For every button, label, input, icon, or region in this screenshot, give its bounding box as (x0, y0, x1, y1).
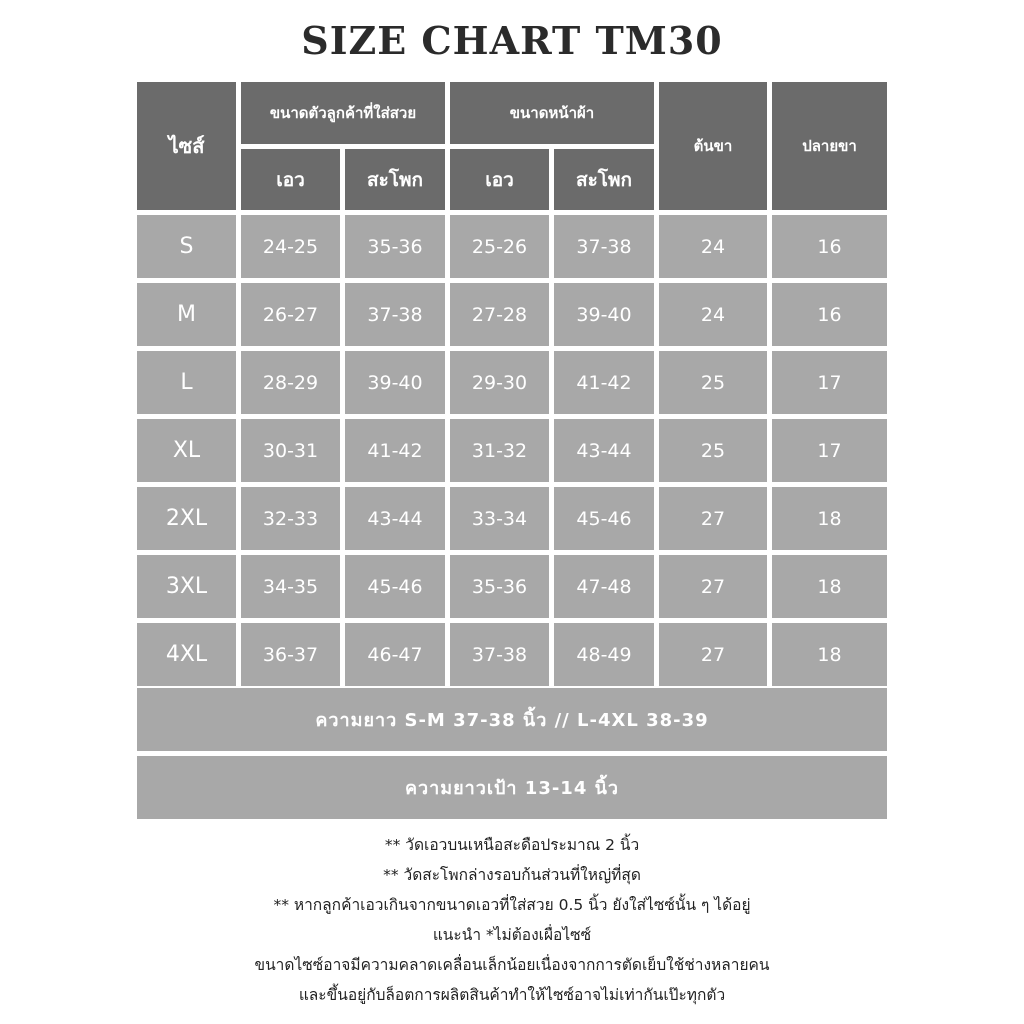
cell-hem: 16 (772, 215, 887, 278)
cell-thigh: 24 (659, 283, 767, 346)
cell-fabric-hip: 48-49 (554, 623, 654, 686)
rise-note: ความยาวเป้า 13-14 นิ้ว (137, 756, 887, 819)
cell-fabric-hip: 41-42 (554, 351, 654, 414)
cell-fabric-waist: 31-32 (450, 419, 549, 482)
cell-size: 4XL (137, 623, 236, 686)
cell-size: 2XL (137, 487, 236, 550)
cell-hem: 16 (772, 283, 887, 346)
cell-hem: 17 (772, 419, 887, 482)
page-title: SIZE CHART TM30 (301, 18, 723, 63)
cell-body-waist: 34-35 (241, 555, 340, 618)
note-line: ขนาดไซซ์อาจมีความคลาดเคลื่อนเล็กน้อยเนื่องจากการตัดเย็บใช้ช่างหลายคน (254, 956, 770, 974)
length-note: ความยาว S-M 37-38 นิ้ว // L-4XL 38-39 (137, 688, 887, 751)
cell-hem: 17 (772, 351, 887, 414)
cell-fabric-waist: 29-30 (450, 351, 549, 414)
header-group-body: ขนาดตัวลูกค้าที่ใส่สวย (241, 82, 445, 144)
cell-body-waist: 26-27 (241, 283, 340, 346)
header-hem: ปลายขา (772, 82, 887, 210)
cell-body-hip: 43-44 (345, 487, 445, 550)
header-fabric-hip: สะโพก (554, 149, 654, 210)
note-line: ** วัดเอวบนเหนือสะดือประมาณ 2 นิ้ว (384, 836, 640, 854)
cell-size: 3XL (137, 555, 236, 618)
note-line: แนะนำ *ไม่ต้องเผื่อไซซ์ (432, 926, 592, 944)
header-thigh: ต้นขา (659, 82, 767, 210)
cell-thigh: 25 (659, 419, 767, 482)
cell-size: XL (137, 419, 236, 482)
cell-body-waist: 32-33 (241, 487, 340, 550)
cell-body-hip: 45-46 (345, 555, 445, 618)
cell-body-waist: 36-37 (241, 623, 340, 686)
cell-hem: 18 (772, 555, 887, 618)
cell-fabric-waist: 27-28 (450, 283, 549, 346)
cell-body-hip: 46-47 (345, 623, 445, 686)
cell-body-hip: 37-38 (345, 283, 445, 346)
header-fabric-waist: เอว (450, 149, 549, 210)
cell-size: L (137, 351, 236, 414)
cell-body-hip: 41-42 (345, 419, 445, 482)
header-body-waist: เอว (241, 149, 340, 210)
cell-fabric-hip: 37-38 (554, 215, 654, 278)
cell-fabric-waist: 35-36 (450, 555, 549, 618)
cell-size: S (137, 215, 236, 278)
cell-body-waist: 28-29 (241, 351, 340, 414)
cell-hem: 18 (772, 623, 887, 686)
cell-body-hip: 35-36 (345, 215, 445, 278)
cell-thigh: 27 (659, 623, 767, 686)
header-body-hip: สะโพก (345, 149, 445, 210)
cell-fabric-hip: 39-40 (554, 283, 654, 346)
header-group-fabric: ขนาดหน้าผ้า (450, 82, 654, 144)
cell-thigh: 27 (659, 487, 767, 550)
cell-fabric-waist: 37-38 (450, 623, 549, 686)
header-size: ไซส์ (137, 82, 236, 210)
cell-size: M (137, 283, 236, 346)
cell-fabric-hip: 43-44 (554, 419, 654, 482)
cell-thigh: 24 (659, 215, 767, 278)
note-line: ** วัดสะโพกล่างรอบก้นส่วนที่ใหญ่ที่สุด (383, 866, 641, 884)
cell-thigh: 27 (659, 555, 767, 618)
notes-block (0, 830, 1024, 1010)
note-line: ** หากลูกค้าเอวเกินจากขนาดเอวที่ใส่สวย 0.5 นิ้ว ยังใส่ไซซ์นั้น ๆ ได้อยู่ (273, 896, 751, 914)
cell-body-waist: 24-25 (241, 215, 340, 278)
cell-thigh: 25 (659, 351, 767, 414)
cell-body-waist: 30-31 (241, 419, 340, 482)
cell-fabric-hip: 45-46 (554, 487, 654, 550)
cell-fabric-waist: 25-26 (450, 215, 549, 278)
cell-fabric-waist: 33-34 (450, 487, 549, 550)
cell-hem: 18 (772, 487, 887, 550)
note-line: และขึ้นอยู่กับล็อตการผลิตสินค้าทำให้ไซซ์อาจไม่เท่ากันเป๊ะทุกตัว (298, 986, 726, 1004)
cell-fabric-hip: 47-48 (554, 555, 654, 618)
cell-body-hip: 39-40 (345, 351, 445, 414)
